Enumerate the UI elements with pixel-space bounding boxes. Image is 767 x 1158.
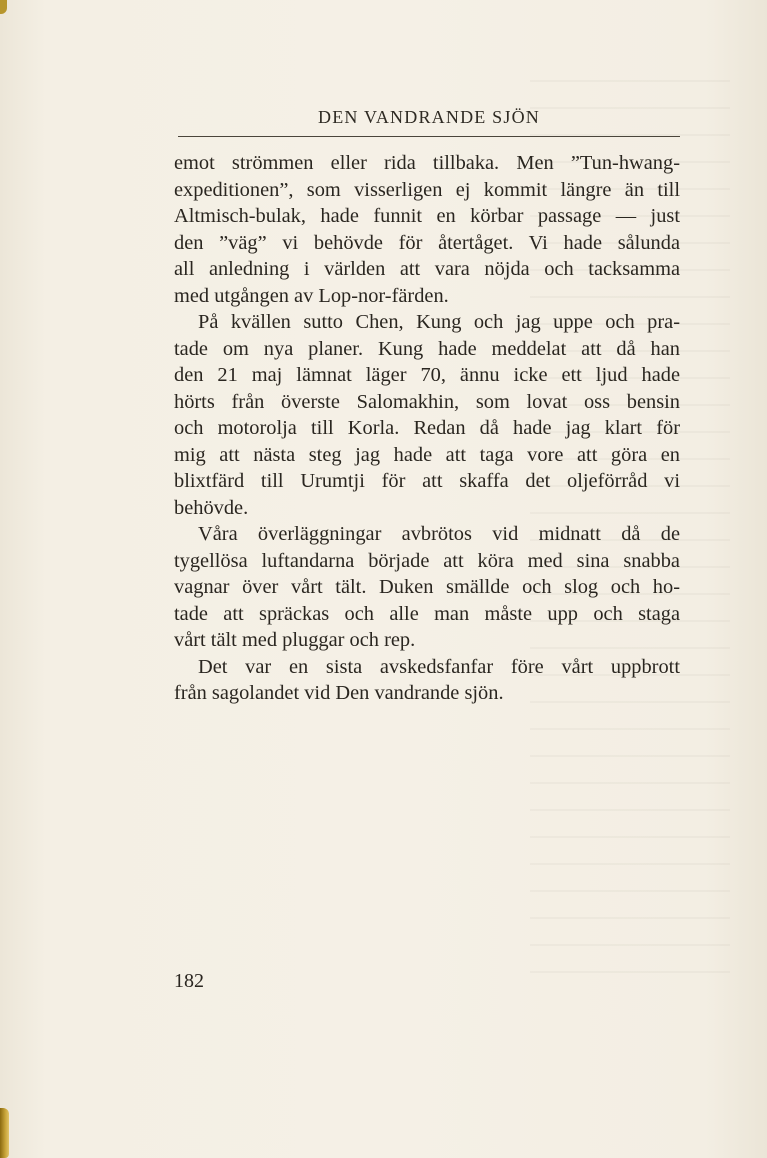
running-head-rule [178, 136, 680, 137]
text-line: Altmisch-bulak, hade funnit en körbar passage — just [174, 205, 680, 227]
text-line: tade att spräckas och alle man måste upp och staga [174, 602, 680, 625]
text-line: hörts från överste Salomakhin, som lovat oss bensin [174, 390, 680, 413]
page-number: 182 [174, 970, 204, 992]
text-line: den 21 maj lämnat läger 70, ännu icke ett ljud hade [174, 364, 680, 386]
text-line: och motorolja till Korla. Redan då hade jag klart för [174, 417, 680, 439]
text-line: från sagolandet vid Den vandrande sjön. [174, 682, 504, 704]
text-line: tygellösa luftandarna började att köra med sina snabba [174, 549, 680, 572]
text-line: den ”väg” vi behövde för återtåget. Vi hade sålunda [174, 231, 680, 254]
text-line: med utgången av Lop-nor-färden. [174, 284, 449, 307]
text-line: behövde. [174, 496, 249, 519]
body-text [174, 150, 680, 707]
text-line: blixtfärd till Urumtji för att skaffa det oljeförråd vi [174, 470, 680, 492]
page-tab-marker-top [0, 0, 7, 14]
running-head: DEN VANDRANDE SJÖN [318, 107, 540, 127]
text-line: vårt tält med pluggar och rep. [174, 629, 416, 651]
text-line: all anledning i världen att vara nöjda och tacksamma [174, 258, 680, 280]
text-line: Våra överläggningar avbrötos vid midnatt då de [198, 523, 680, 545]
text-line: emot strömmen eller rida tillbaka. Men ”Tun-hwang- [174, 152, 680, 174]
text-line: mig att nästa steg jag hade att taga vore att göra en [174, 443, 680, 466]
page-tab-marker-bottom [0, 1108, 9, 1158]
text-line: Det var en sista avskedsfanfar före vårt uppbrott [198, 655, 680, 678]
text-line: vagnar över vårt tält. Duken smällde och slog och ho- [174, 576, 680, 598]
text-line: expeditionen”, som visserligen ej kommit längre än till [174, 178, 680, 201]
text-line: På kvällen sutto Chen, Kung och jag uppe och pra- [198, 311, 680, 333]
text-line: tade om nya planer. Kung hade meddelat att då han [174, 337, 680, 360]
